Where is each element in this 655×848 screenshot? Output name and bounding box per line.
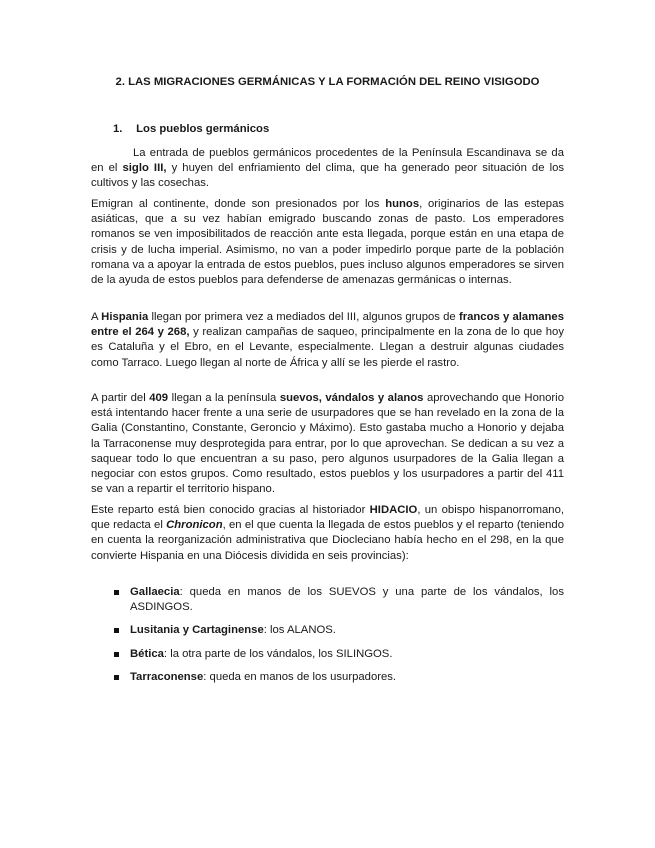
p1-text-c: y huyen del enfriamiento del clima, que ha generado peor situación de los cultivos y las cosechas. xyxy=(91,162,565,190)
list-text: : los ALANOS. xyxy=(263,624,336,637)
list-term: Gallaecia xyxy=(130,586,180,598)
p5-text-e: , en el que cuenta la llegada de estos pueblos y el reparto (teniendo en cuenta la reorganización administrativa que Diocleciano había hecho en el 298, en la que convierte Hispania en una Diócesis dividida en seis provincias): xyxy=(91,519,564,562)
p3-text-a: A xyxy=(91,311,102,323)
p1-bold-b: siglo III, xyxy=(122,162,167,175)
p2-text-c: , originarios de las estepas asiáticas, que a su vez habían emigrado buscando zonas de pasto. Los emperadores romanos se ven imposibilitados de reacción ante esta llegada, porque están en una etapa de crisis y de lucha imperial. Asimismo, no van a poder impedirlo porque parte de la población romana va a apoyar la entrada de estos pueblos, pues incluso algunos emperadores se sirven de la ayuda de estos pueblos para defenderse de amenazas germánicas o internas. xyxy=(91,198,565,287)
paragraph-2 xyxy=(91,197,564,288)
p4-bold-d: suevos, vándalos y alanos xyxy=(279,392,424,404)
list-item xyxy=(114,647,564,662)
p4-text-e: aprovechando que Honorio está intentando hacer frente a una serie de usurpadores que se han revelado en la zona de la Galia (Constantino, Constante, Geroncio y Máximo). Esto gastaba mucho a Honorio y dejaba la Tarraconense muy desprotegida para entrar, por lo que aprovechan. Se dedican a su vez a saquear todo lo que encuentran a su paso, pero algunos usurpadores de la Galia llegan a negociar con estos grupos. Como resultado, estos pueblos y los usurpadores a partir del 411 se van a repartir el territorio hispano. xyxy=(91,392,564,496)
square-bullet-icon xyxy=(114,590,119,595)
square-bullet-icon xyxy=(114,652,119,657)
p3-bold-d: francos y alamanes entre el 264 y 268, xyxy=(91,311,565,339)
list-term: Bética xyxy=(130,647,164,660)
list-item xyxy=(114,623,564,638)
p1-text-a: La entrada de pueblos germánicos procedentes de la Península Escandinava se da en el xyxy=(91,147,564,175)
p5-bold-italic-d: Chronicon xyxy=(166,519,223,532)
p2-bold-b: hunos xyxy=(385,198,420,210)
section-number: 1. xyxy=(113,123,123,135)
p3-text-c: llegan por primera vez a mediados del III, algunos grupos de xyxy=(148,311,459,323)
paragraph-1 xyxy=(91,146,564,192)
p4-bold-b: 409 xyxy=(149,392,169,404)
list-text: : queda en manos de los SUEVOS y una parte de los vándalos, los ASDINGOS. xyxy=(130,586,564,614)
p3-text-e: y realizan campañas de saqueo, principalmente en la zona de lo que hoy es Cataluña y el Ebro, en el Levante, especialmente. Llegan a destruir algunas ciudades como Tarraco. Luego llegan al norte de África y allí se les pierde el rastro. xyxy=(91,326,564,369)
p2-text-a: Emigran al continente, donde son presionados por los xyxy=(91,198,386,210)
p4-text-a: A partir del xyxy=(91,392,150,404)
list-term: Lusitania y Cartaginense xyxy=(130,624,264,637)
list-item xyxy=(114,585,564,615)
square-bullet-icon xyxy=(114,675,119,680)
section-label: Los pueblos germánicos xyxy=(136,123,270,135)
p5-bold-b: HIDACIO xyxy=(369,504,418,516)
list-term: Tarraconense xyxy=(130,670,204,683)
province-list xyxy=(114,585,564,693)
section-heading xyxy=(113,122,269,137)
list-text: : queda en manos de los usurpadores. xyxy=(203,670,397,683)
p3-bold-b: Hispania xyxy=(101,311,149,323)
list-text: : la otra parte de los vándalos, los SILINGOS. xyxy=(163,647,393,660)
list-item xyxy=(114,670,564,685)
square-bullet-icon xyxy=(114,628,119,633)
paragraph-3 xyxy=(91,310,564,371)
p4-text-c: llegan a la península xyxy=(168,392,280,404)
paragraph-4 xyxy=(91,391,564,497)
document-title: 2. LAS MIGRACIONES GERMÁNICAS Y LA FORMACIÓN DEL REINO VISIGODO xyxy=(115,76,540,88)
p5-text-a: Este reparto está bien conocido gracias al historiador xyxy=(91,504,370,516)
p5-text-c: , un obispo hispanorromano, que redacta el xyxy=(91,504,564,532)
paragraph-5 xyxy=(91,503,564,564)
